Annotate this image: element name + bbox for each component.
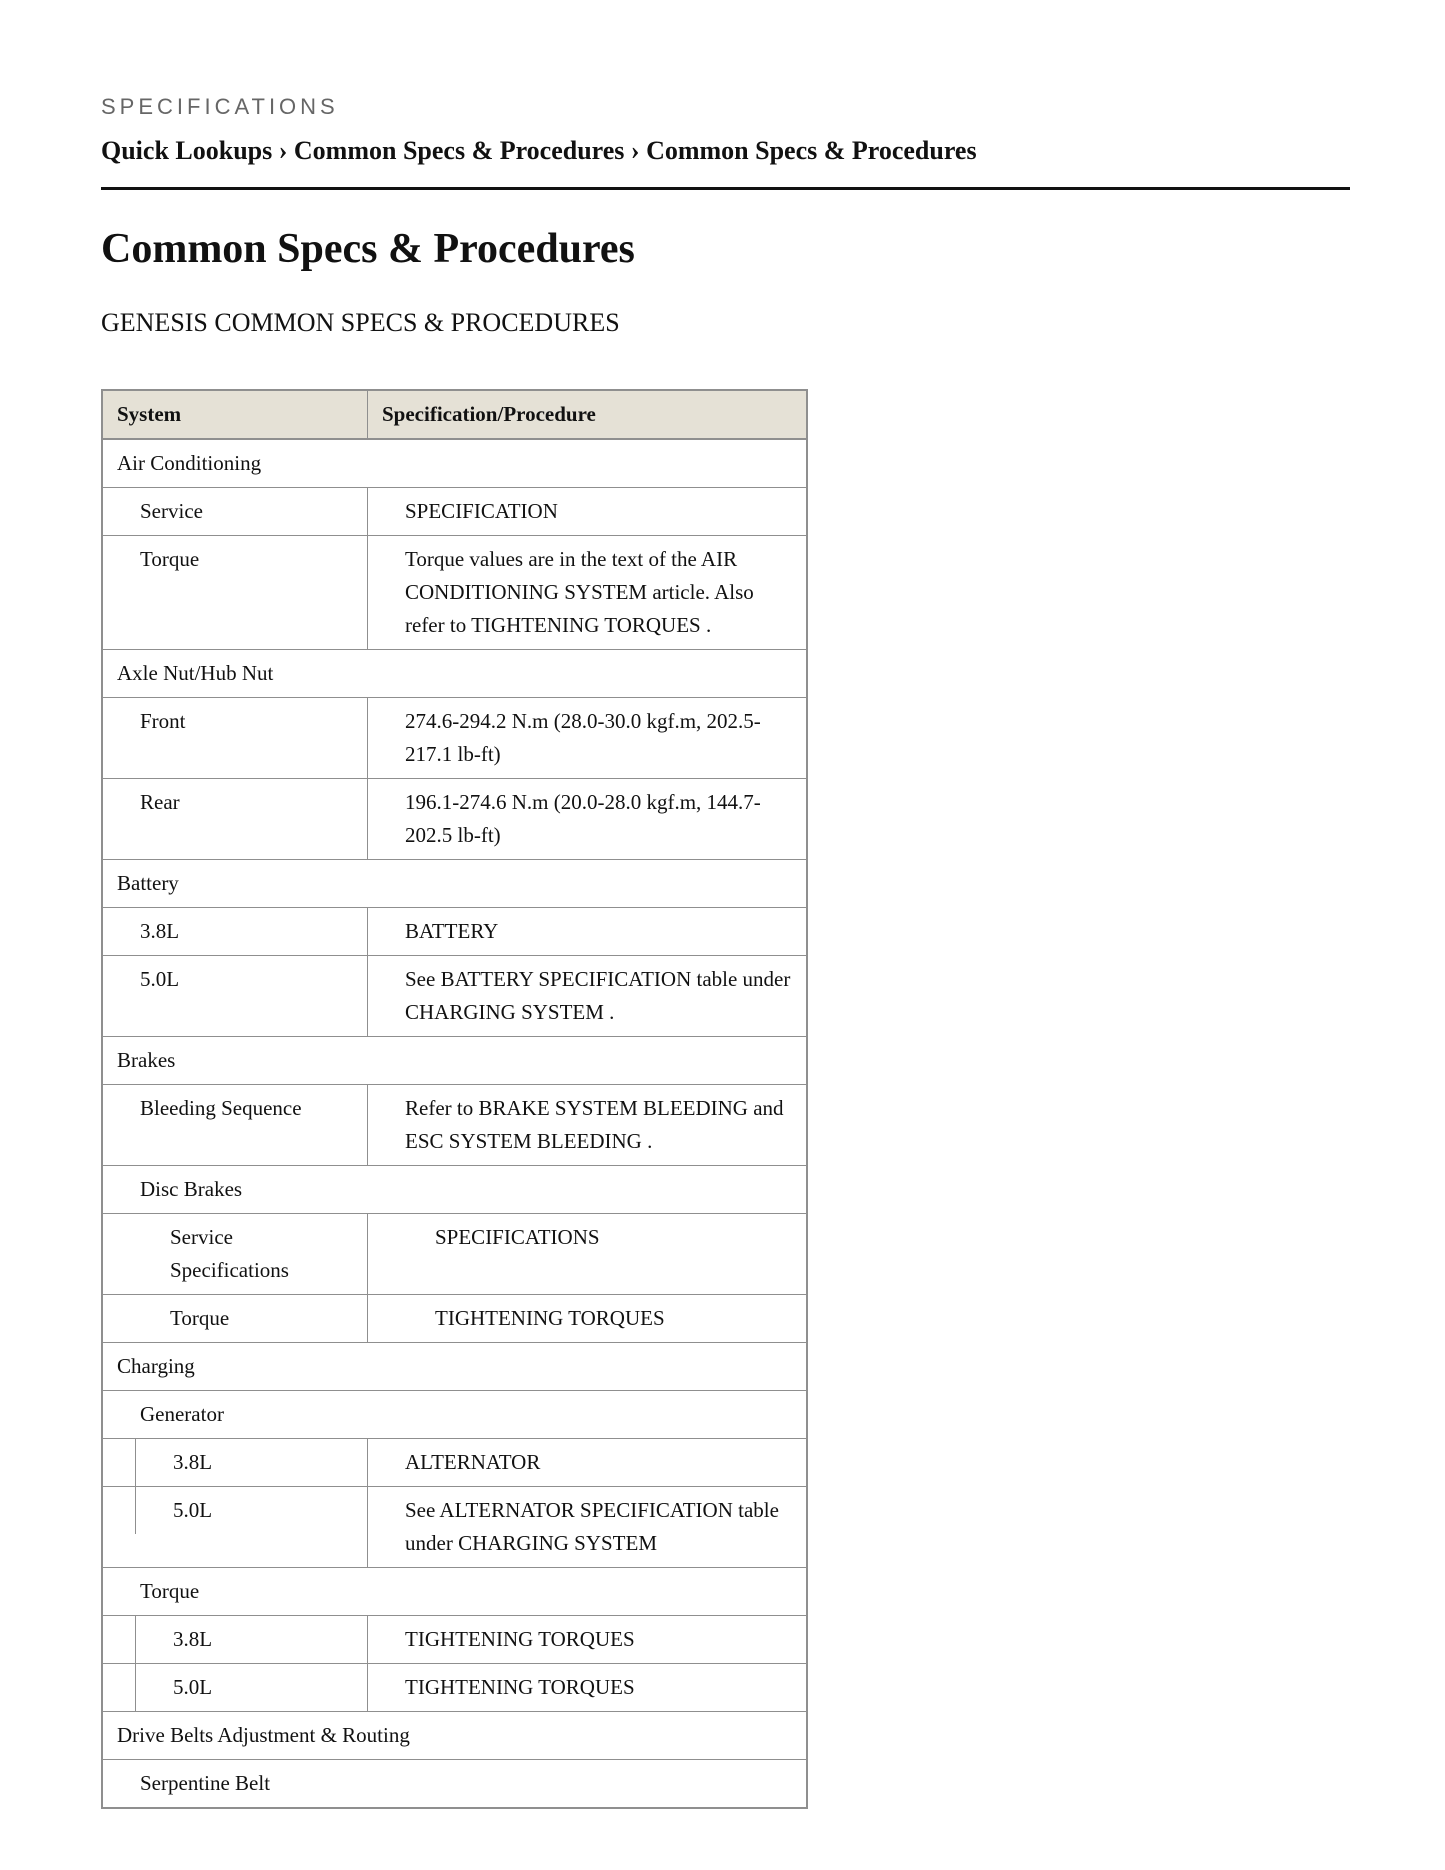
table-row xyxy=(102,1343,807,1391)
header-divider xyxy=(101,187,1350,190)
table-row xyxy=(102,1760,807,1809)
system-cell xyxy=(102,1487,368,1568)
system-cell-label: 3.8L xyxy=(173,1627,213,1651)
system-cell xyxy=(102,1439,368,1487)
subgroup-label: Serpentine Belt xyxy=(102,1760,807,1809)
table-row xyxy=(102,779,807,860)
column-header-spec: Specification/Procedure xyxy=(368,390,808,439)
system-cell-label: 5.0L xyxy=(173,1498,213,1522)
table-row xyxy=(102,1439,807,1487)
spec-cell: SPECIFICATIONS xyxy=(368,1214,808,1295)
page-subtitle: GENESIS COMMON SPECS & PROCEDURES xyxy=(101,308,620,337)
table-row xyxy=(102,1037,807,1085)
system-cell: 5.0L xyxy=(102,956,368,1037)
table-row xyxy=(102,650,807,698)
subgroup-label: Torque xyxy=(102,1568,807,1616)
table-row xyxy=(102,1568,807,1616)
table-row xyxy=(102,1085,807,1166)
column-header-system: System xyxy=(102,390,368,439)
spec-cell: BATTERY xyxy=(368,908,808,956)
group-label: Battery xyxy=(102,860,807,908)
table-row xyxy=(102,1616,807,1664)
spec-cell: TIGHTENING TORQUES xyxy=(368,1295,808,1343)
spec-cell: 274.6-294.2 N.m (28.0-30.0 kgf.m, 202.5-217.1 lb-ft) xyxy=(368,698,808,779)
spec-cell: ALTERNATOR xyxy=(368,1439,808,1487)
table-row xyxy=(102,860,807,908)
spec-cell: TIGHTENING TORQUES xyxy=(368,1664,808,1712)
table-row xyxy=(102,698,807,779)
table-row xyxy=(102,1487,807,1568)
table-row xyxy=(102,536,807,650)
spec-cell: 196.1-274.6 N.m (20.0-28.0 kgf.m, 144.7-202.5 lb-ft) xyxy=(368,779,808,860)
spec-cell: Torque values are in the text of the AIR CONDITIONING SYSTEM article. Also refer to TIGHTENING TORQUES . xyxy=(368,536,808,650)
table-row xyxy=(102,1214,807,1295)
spec-cell: TIGHTENING TORQUES xyxy=(368,1616,808,1664)
table-row xyxy=(102,488,807,536)
spec-cell: SPECIFICATION xyxy=(368,488,808,536)
group-label: Drive Belts Adjustment & Routing xyxy=(102,1712,807,1760)
system-cell: Torque xyxy=(102,536,368,650)
group-label: Axle Nut/Hub Nut xyxy=(102,650,807,698)
group-label: Charging xyxy=(102,1343,807,1391)
spec-cell: See ALTERNATOR SPECIFICATION table under CHARGING SYSTEM xyxy=(368,1487,808,1568)
table-row xyxy=(102,1166,807,1214)
system-cell: Front xyxy=(102,698,368,779)
spec-cell: See BATTERY SPECIFICATION table under CHARGING SYSTEM . xyxy=(368,956,808,1037)
breadcrumb: Quick Lookups › Common Specs & Procedures › Common Specs & Procedures xyxy=(101,136,977,165)
system-cell xyxy=(102,1616,368,1664)
system-cell-label: 5.0L xyxy=(173,1675,213,1699)
spec-cell: Refer to BRAKE SYSTEM BLEEDING and ESC SYSTEM BLEEDING . xyxy=(368,1085,808,1166)
table-row xyxy=(102,956,807,1037)
section-kicker: SPECIFICATIONS xyxy=(101,94,339,119)
system-cell: Rear xyxy=(102,779,368,860)
subgroup-label: Disc Brakes xyxy=(102,1166,807,1214)
group-label: Brakes xyxy=(102,1037,807,1085)
system-cell: 3.8L xyxy=(102,908,368,956)
table-row xyxy=(102,1664,807,1712)
system-cell: Torque xyxy=(102,1295,368,1343)
table-row xyxy=(102,439,807,488)
group-label: Air Conditioning xyxy=(102,439,807,488)
table-row xyxy=(102,1295,807,1343)
system-cell-label: 3.8L xyxy=(173,1450,213,1474)
specs-table xyxy=(101,389,808,1809)
system-cell xyxy=(102,1664,368,1712)
system-cell: Service Specifications xyxy=(102,1214,368,1295)
table-header-row xyxy=(102,390,807,439)
table-row xyxy=(102,1712,807,1760)
subgroup-label: Generator xyxy=(102,1391,807,1439)
table-row xyxy=(102,908,807,956)
page-title: Common Specs & Procedures xyxy=(101,226,635,272)
table-row xyxy=(102,1391,807,1439)
system-cell: Bleeding Sequence xyxy=(102,1085,368,1166)
system-cell: Service xyxy=(102,488,368,536)
